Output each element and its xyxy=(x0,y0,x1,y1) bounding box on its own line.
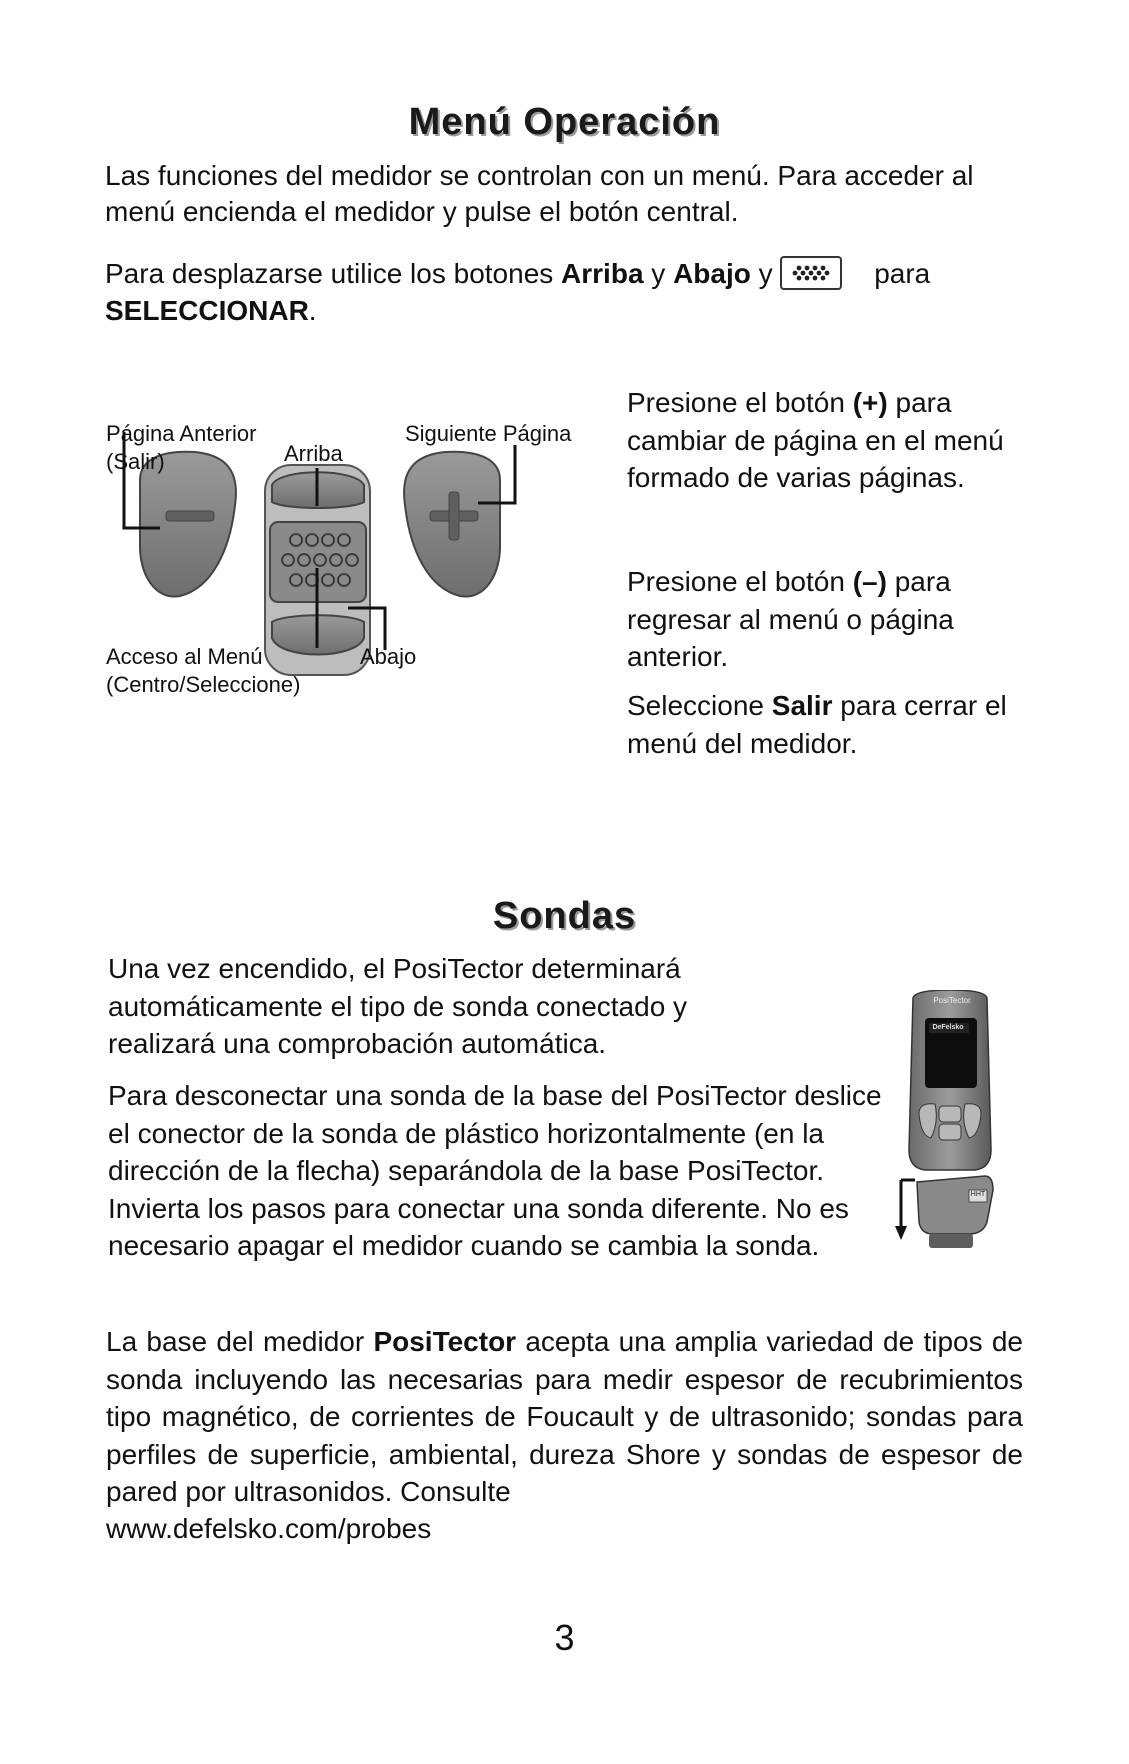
exit-word: Salir xyxy=(771,690,833,721)
plus-key-tip xyxy=(627,384,1027,497)
p3-text: acepta una amplia variedad de tipos de sonda incluyendo las necesarias para medir espesor de recubrimientos tipo magnético, de corrientes de Foucault y de ultrasonido; sondas para perfiles de superficie, ambiental, dureza Shore y sondas de espesor de pared por ultrasonidos. Consulte xyxy=(106,1326,1023,1507)
down-key-label: Abajo xyxy=(360,644,417,669)
down-button-word: Abajo xyxy=(673,258,751,289)
tip-text: Presione el botón xyxy=(627,387,853,418)
menu-access-label: Acceso al Menú xyxy=(106,644,263,669)
scroll-instructions-paragraph xyxy=(105,256,1025,329)
page-number: 3 xyxy=(554,1617,575,1658)
probes-url: www.defelsko.com/probes xyxy=(106,1513,432,1544)
minus-key-tip xyxy=(627,563,1027,676)
minus-key-symbol: (–) xyxy=(852,566,887,597)
p3-text: La base del medidor xyxy=(106,1326,374,1357)
scroll-pre-text: Para desplazarse utilice los botones xyxy=(105,258,562,289)
probe-tag-label: HHT xyxy=(970,1191,986,1198)
probes-paragraph-3 xyxy=(106,1323,1023,1511)
tip-text: para regresar al menú o página anterior. xyxy=(627,566,954,672)
exit-tip xyxy=(627,687,1047,762)
period-text: . xyxy=(308,294,317,326)
tip-text: para cambiar de página en el menú formado de varias páginas. xyxy=(627,387,1004,493)
probes-paragraph-2: Para desconectar una sonda de la base del PosiTector deslice el conector de la sonda de plástico horizontalmente (en la dirección de la flecha) separándola de la base PosiTector. Invierta los pasos para conectar una sonda diferente. No es necesario apagar el medidor cuando se cambia la sonda. xyxy=(108,1080,882,1261)
menu-section-title: Menú Operación xyxy=(408,101,721,143)
tip-text: Seleccione xyxy=(627,690,772,721)
probes-section-title: Sondas xyxy=(492,895,637,937)
positector-brand-word: PosiTector xyxy=(373,1326,517,1357)
up-key-label: Arriba xyxy=(284,441,343,466)
conjunction-text: y xyxy=(750,258,781,289)
up-button-word: Arriba xyxy=(561,258,644,289)
positector-device-image xyxy=(895,990,1005,1260)
plus-key-symbol: (+) xyxy=(852,387,888,418)
prev-page-label: Página Anterior xyxy=(106,421,257,446)
plus-key-icon xyxy=(404,452,500,597)
para-text: para xyxy=(866,258,931,289)
seleccionar-word: SELECCIONAR xyxy=(105,294,309,326)
menu-intro-paragraph: Las funciones del medidor se controlan con un menú. Para acceder al menú encienda el medidor y pulse el botón central. xyxy=(105,160,974,227)
conjunction-text: y xyxy=(643,258,674,289)
tip-text: para cerrar el menú del medidor. xyxy=(627,690,1007,759)
menu-access-select-label: (Centro/Seleccione) xyxy=(106,672,301,697)
device-brand-logo: DeFelsko xyxy=(932,1024,964,1031)
keypad-diagram xyxy=(100,410,600,710)
tip-text: Presione el botón xyxy=(627,566,853,597)
probes-paragraph-1: Una vez encendido, el PosiTector determinará automáticamente el tipo de sonda conectado y realizará una comprobación automática. xyxy=(108,953,688,1059)
prev-page-exit-label: (Salir) xyxy=(106,449,165,474)
select-button-icon xyxy=(780,256,842,290)
device-brand-top: PosiTector xyxy=(933,996,971,1005)
next-page-label: Siguiente Página xyxy=(405,421,572,446)
